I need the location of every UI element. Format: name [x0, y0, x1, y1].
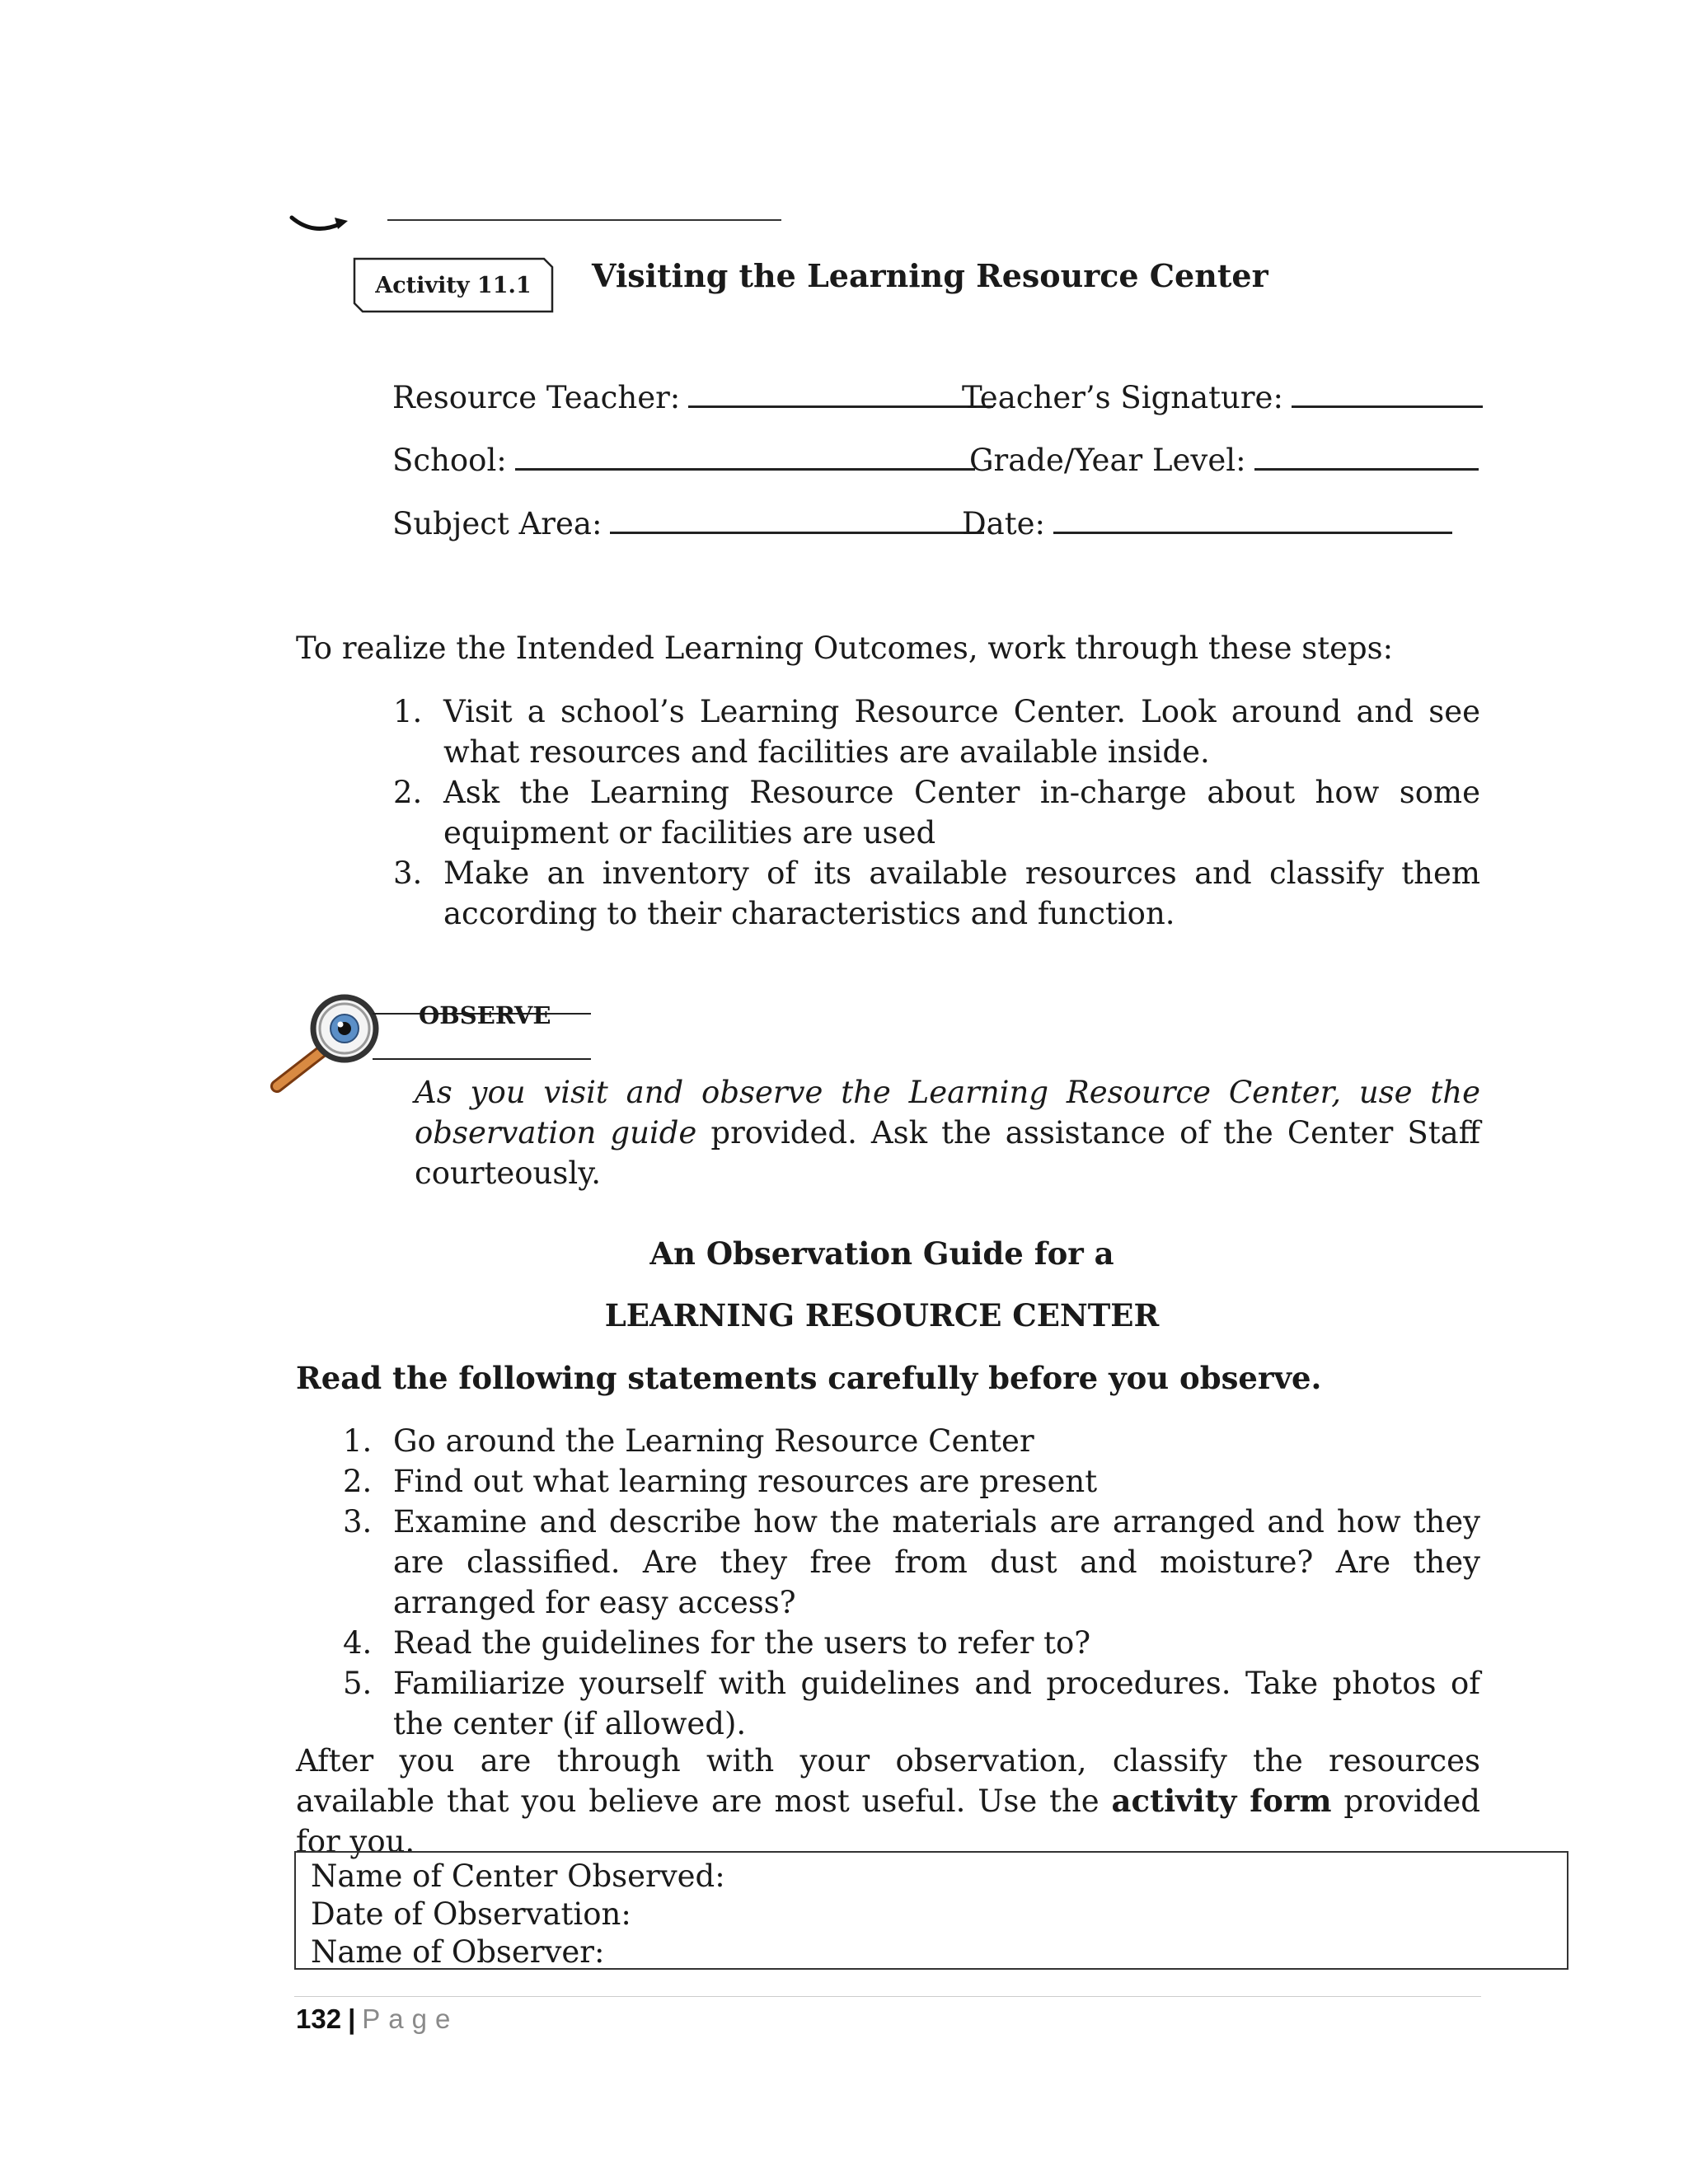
closing-text-end: provided for you. — [296, 1783, 1480, 1859]
grade-level-field — [969, 440, 1487, 480]
name-of-observer-label[interactable]: Name of Observer: — [311, 1934, 605, 1970]
guide-instruction: Read the following statements carefully before you observe. — [296, 1360, 1322, 1396]
observe-rest-text: provided. Ask the assistance of the Center Staff courteously. — [415, 1115, 1480, 1191]
teacher-signature-blank[interactable] — [1292, 405, 1483, 408]
guide-items-list — [343, 1421, 1480, 1744]
observe-label: OBSERVE — [419, 1001, 551, 1029]
guide-item-number: 2. — [343, 1464, 373, 1499]
guide-title-line1: An Observation Guide for a — [649, 1235, 1114, 1272]
guide-closing-text — [296, 1741, 1480, 1862]
observe-italic-text: As you visit and observe the Learning Resource Center, use the observation guide — [415, 1075, 1480, 1151]
list-item — [343, 1421, 1480, 1461]
list-item — [343, 1461, 1480, 1502]
activity-label: Activity 11.1 — [375, 272, 532, 298]
closing-text-start: After you are through with your observation, classify the resources available that you believe are most useful. Use the — [296, 1743, 1480, 1819]
step-number: 1. — [393, 694, 423, 729]
teacher-signature-field — [962, 377, 1491, 418]
list-item — [393, 691, 1480, 772]
grade-level-label: Grade/Year Level: — [969, 443, 1246, 478]
list-item — [343, 1623, 1480, 1663]
guide-item-text: Familiarize yourself with guidelines and procedures. Take photos of the center (if allowed). — [393, 1666, 1480, 1741]
guide-item-text: Go around the Learning Resource Center — [393, 1423, 1034, 1459]
header-rule — [387, 219, 781, 221]
subject-area-field — [392, 504, 992, 544]
subject-area-blank[interactable] — [610, 531, 984, 534]
teacher-signature-label: Teacher’s Signature: — [962, 380, 1283, 415]
grade-level-blank[interactable] — [1254, 467, 1479, 471]
resource-teacher-field — [392, 377, 1001, 418]
date-label: Date: — [962, 506, 1045, 541]
guide-item-number: 3. — [343, 1504, 373, 1540]
center-observed-label[interactable]: Name of Center Observed: — [311, 1858, 725, 1894]
closing-text-bold: activity form — [1111, 1783, 1332, 1819]
activity-form-box — [294, 1851, 1568, 1970]
school-field — [392, 440, 983, 480]
steps-list — [393, 691, 1480, 934]
magnifying-glass-eye-icon — [262, 986, 394, 1109]
list-item — [393, 853, 1480, 934]
observe-bottom-rule — [373, 1058, 591, 1060]
resource-teacher-label: Resource Teacher: — [392, 380, 681, 415]
page-word: Page — [362, 2004, 459, 2034]
date-of-observation-label[interactable]: Date of Observation: — [311, 1896, 631, 1932]
date-blank[interactable] — [1053, 531, 1452, 534]
step-number: 2. — [393, 775, 423, 810]
step-text: Visit a school’s Learning Resource Center. Look around and see what resources and facilities are available inside. — [443, 694, 1480, 770]
guide-item-text: Find out what learning resources are present — [393, 1464, 1098, 1499]
activity-title: Visiting the Learning Resource Center — [592, 257, 1268, 294]
resource-teacher-blank[interactable] — [688, 405, 993, 408]
date-field — [962, 504, 1461, 544]
intro-text: To realize the Intended Learning Outcomes, work through these steps: — [296, 630, 1394, 666]
list-item — [343, 1663, 1480, 1744]
school-blank[interactable] — [515, 467, 975, 471]
guide-item-number: 5. — [343, 1666, 373, 1701]
list-item — [393, 772, 1480, 853]
activity-number-box — [353, 257, 554, 313]
observe-instruction — [415, 1072, 1480, 1193]
guide-item-text: Examine and describe how the materials are arranged and how they are classified. Are they free from dust and moisture? Are they arranged for easy access? — [393, 1504, 1480, 1620]
guide-item-number: 1. — [343, 1423, 373, 1459]
subject-area-label: Subject Area: — [392, 506, 603, 541]
page-footer — [296, 2001, 458, 2037]
header-swoosh-decoration — [288, 206, 363, 239]
guide-item-number: 4. — [343, 1625, 373, 1661]
step-number: 3. — [393, 855, 423, 891]
school-label: School: — [392, 443, 507, 478]
step-text: Ask the Learning Resource Center in-charge about how some equipment or facilities are used — [443, 775, 1480, 851]
footer-separator: | — [348, 2004, 356, 2034]
guide-item-text: Read the guidelines for the users to refer to? — [393, 1625, 1091, 1661]
list-item — [343, 1502, 1480, 1623]
page-number: 132 — [296, 2004, 342, 2034]
footer-rule — [294, 1996, 1481, 1997]
step-text: Make an inventory of its available resources and classify them according to their characteristics and function. — [443, 855, 1480, 931]
guide-title-line2: LEARNING RESOURCE CENTER — [604, 1297, 1160, 1333]
